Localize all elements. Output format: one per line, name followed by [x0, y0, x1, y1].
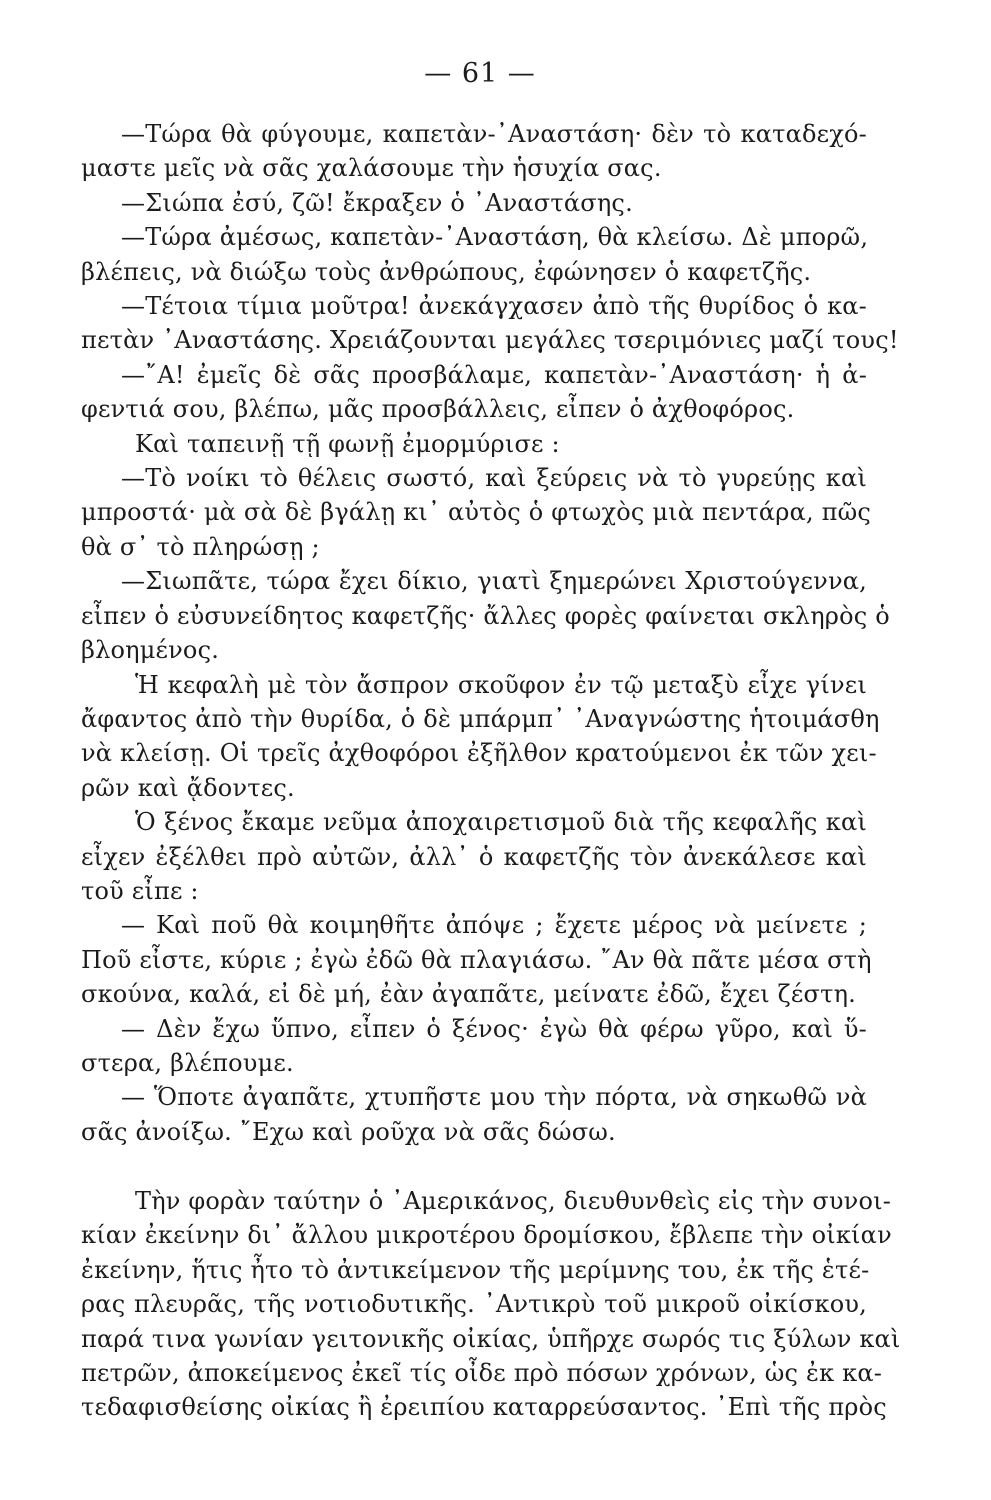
text-line: τεδαφισθείσης οἰκίας ἢ ἐρειπίου καταρρεύσαντος. ᾿Επὶ τῆς πρὸς [81, 1393, 887, 1422]
text-line: —Τὸ νοίκι τὸ θέλεις σωστό, καὶ ξεύρεις νὰ τὸ γυρεύῃς καὶ [121, 464, 867, 493]
text-line: —῎Α! ἐμεῖς δὲ σᾶς προσβάλαμε, καπετὰν-᾿Αναστάση· ἡ ἀ- [121, 360, 867, 389]
text-line: μπροστά· μὰ σὰ δὲ βγάλῃ κι᾿ αὐτὸς ὁ φτωχὸς μιὰ πεντάρα, πῶς [81, 498, 872, 527]
text-line: —Σιώπα ἐσύ, ζῶ! ἔκραξεν ὁ ᾿Αναστάσης. [121, 188, 633, 217]
text-line: ρῶν καὶ ᾄδοντες. [81, 773, 295, 802]
text-line: νὰ κλείσῃ. Οἱ τρεῖς ἀχθοφόροι ἐξῆλθον κρατούμενοι ἐκ τῶν χει- [81, 739, 877, 768]
text-line: ρας πλευρᾶς, τῆς νοτιοδυτικῆς. ᾿Αντικρὺ τοῦ μικροῦ οἰκίσκου, [81, 1290, 867, 1319]
text-line: ἄφαντος ἀπὸ τὴν θυρίδα, ὁ δὲ μπάρμπ᾿ ᾿Αναγνώστης ἡτοιμάσθη [81, 704, 880, 733]
text-line: πετρῶν, ἀποκείμενος ἐκεῖ τίς οἶδε πρὸ πόσων χρόνων, ὡς ἐκ κα- [81, 1359, 883, 1388]
text-line: σκούνα, καλά, εἰ δὲ μή, ἐὰν ἀγαπᾶτε, μείνατε ἐδῶ, ἔχει ζέστη. [81, 980, 856, 1009]
text-line: εἶπεν ὁ εὐσυνείδητος καφετζῆς· ἄλλες φορὲς φαίνεται σκληρὸς ὁ [81, 601, 890, 630]
text-line: Καὶ ταπεινῇ τῇ φωνῇ ἐμορμύρισε : [135, 429, 560, 458]
text-line: —Τέτοια τίμια μοῦτρα! ἀνεκάγχασεν ἀπὸ τῆς θυρίδος ὁ κα- [121, 292, 867, 321]
text-line: μαστε μεῖς νὰ σᾶς χαλάσουμε τὴν ἡσυχία σας. [81, 154, 662, 183]
text-line: Ὁ ξένος ἔκαμε νεῦμα ἀποχαιρετισμοῦ διὰ τῆς κεφαλῆς καὶ [135, 808, 867, 837]
text-line: φεντιά σου, βλέπω, μᾶς προσβάλλεις, εἶπεν ὁ ἀχθοφόρος. [81, 395, 795, 424]
text-line: Ποῦ εἶστε, κύριε ; ἐγὼ ἐδῶ θὰ πλαγιάσω. ῎Αν θὰ πᾶτε μέσα στὴ [81, 945, 872, 974]
text-line: σᾶς ἀνοίξω. ῎Εχω καὶ ροῦχα νὰ σᾶς δώσω. [81, 1117, 616, 1146]
page-number: — 61 — [424, 58, 536, 89]
text-line: —Τώρα ἀμέσως, καπετὰν-᾿Αναστάση, θὰ κλείσω. Δὲ μπορῶ, [121, 223, 869, 252]
text-line: κίαν ἐκείνην δι᾿ ἄλλου μικροτέρου δρομίσκου, ἔβλεπε τὴν οἰκίαν [81, 1221, 892, 1250]
text-line: — Δὲν ἔχω ὕπνο, εἶπεν ὁ ξένος· ἐγὼ θὰ φέρω γῦρο, καὶ ὕ- [121, 1014, 867, 1043]
text-line: θὰ σ᾿ τὸ πληρώσῃ ; [81, 532, 320, 561]
main-text-block [81, 117, 899, 1149]
text-line: — Καὶ ποῦ θὰ κοιμηθῆτε ἀπόψε ; ἔχετε μέρος νὰ μείνετε ; [121, 911, 867, 940]
text-line: παρά τινα γωνίαν γειτονικῆς οἰκίας, ὑπῆρχε σωρός τις ξύλων καὶ [81, 1324, 901, 1353]
text-line: —Σιωπᾶτε, τώρα ἔχει δίκιο, γιατὶ ξημερώνει Χριστούγεννα, [121, 567, 867, 596]
text-line: βλέπεις, νὰ διώξω τοὺς ἀνθρώπους, ἐφώνησεν ὁ καφετζῆς. [81, 257, 812, 286]
text-line: Τὴν φορὰν ταύτην ὁ ᾿Αμερικάνος, διευθυνθεὶς εἰς τὴν συνοι- [135, 1187, 892, 1215]
text-line: στερα, βλέπουμε. [81, 1048, 294, 1077]
text-line: πετὰν ᾿Αναστάσης. Χρειάζουνται μεγάλες τσεριμόνιες μαζί τους! [81, 326, 899, 355]
text-line: Ἡ κεφαλὴ μὲ τὸν ἄσπρον σκοῦφον ἐν τῷ μεταξὺ εἶχε γίνει [135, 670, 867, 699]
text-line: εἶχεν ἐξέλθει πρὸ αὐτῶν, ἀλλ᾿ ὁ καφετζῆς τὸν ἀνεκάλεσε καὶ [81, 842, 867, 871]
continuation-text-block [81, 1184, 901, 1425]
text-line: τοῦ εἶπε : [81, 876, 199, 905]
text-line: βλοημένος. [81, 636, 220, 665]
text-line: ἐκείνην, ἥτις ἦτο τὸ ἀντικείμενον τῆς μερίμνης του, ἐκ τῆς ἑτέ- [81, 1255, 870, 1284]
text-line: —Τώρα θὰ φύγουμε, καπετὰν-᾿Αναστάση· δὲν τὸ καταδεχό- [121, 120, 867, 148]
text-line: — Ὅποτε ἀγαπᾶτε, χτυπῆστε μου τὴν πόρτα, νὰ σηκωθῶ νὰ [121, 1083, 867, 1112]
